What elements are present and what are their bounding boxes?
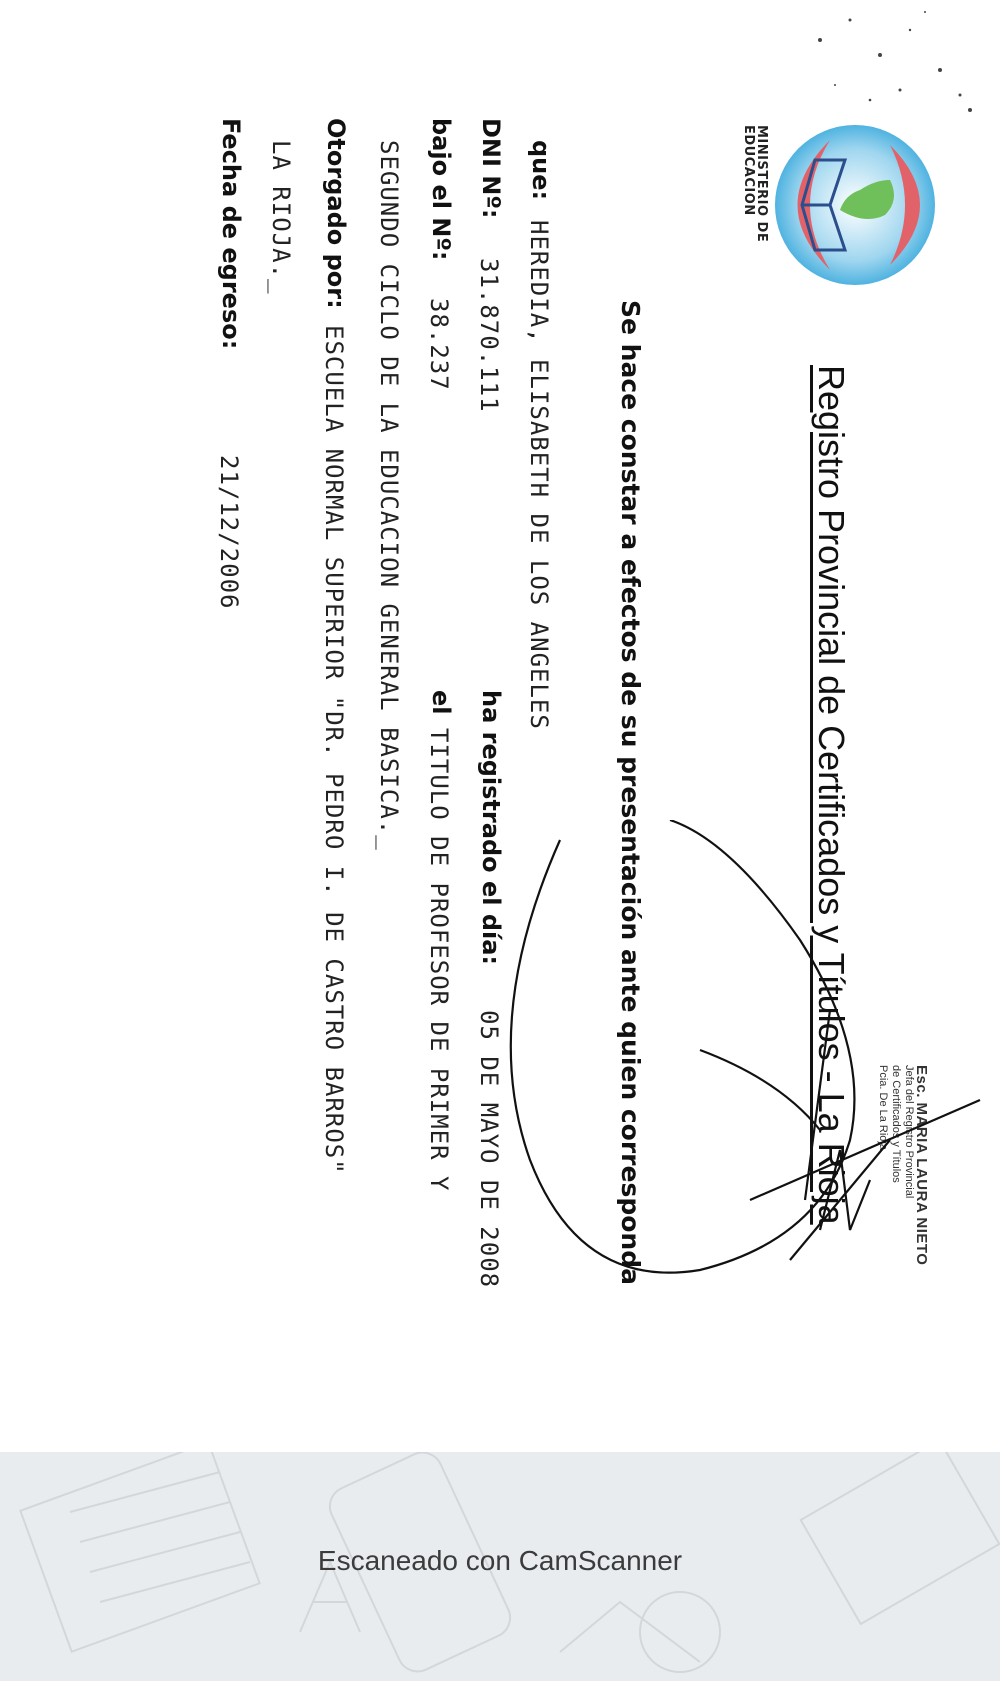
titulo-line1: TITULO DE PROFESOR DE PRIMER Y xyxy=(425,728,453,1192)
otorgado-line2: LA RIOJA._ xyxy=(267,140,295,295)
titulo-line2: SEGUNDO CICLO DE LA EDUCACION GENERAL BASICA._ xyxy=(375,140,403,851)
otorgado-label: Otorgado por: xyxy=(322,118,350,309)
egreso-value: 21/12/2006 xyxy=(215,455,243,610)
registrado-value: 05 DE MAYO DE 2008 xyxy=(475,1010,503,1289)
el-label: el xyxy=(427,690,455,715)
otorgado-line1: ESCUELA NORMAL SUPERIOR "DR. PEDRO I. DE CASTRO BARROS" xyxy=(320,325,348,1175)
dni-value: 31.870.111 xyxy=(475,258,503,413)
bajo-label: bajo el Nº: xyxy=(427,118,455,261)
document-title: Registro Provincial de Certificados y Títulos - La Rioja xyxy=(811,365,852,1225)
signer-role-3: Pcia. De La Rioja xyxy=(877,1065,889,1150)
intro-statement: Se hace constar a efectos de su presentación ante quien corresponda xyxy=(616,300,645,1285)
handwritten-signature xyxy=(500,820,1000,1380)
registrado-label: ha registrado el día: xyxy=(477,690,505,966)
egreso-label: Fecha de egreso: xyxy=(217,118,245,350)
signer-name: Esc. MARIA LAURA NIETO xyxy=(913,1065,930,1266)
camscanner-footer xyxy=(0,1452,1000,1681)
bajo-value: 38.237 xyxy=(425,298,453,391)
dni-label: DNI Nº: xyxy=(477,118,505,219)
signer-role-2: de Certificados y Títulos xyxy=(890,1065,902,1183)
signer-role-1: Jefa del Registro Provincial xyxy=(903,1065,915,1199)
ministry-logo-icon xyxy=(770,120,940,290)
que-label: que: xyxy=(527,140,555,201)
camscanner-label: Escaneado con CamScanner xyxy=(317,1545,683,1576)
que-value: HEREDIA, ELISABETH DE LOS ANGELES xyxy=(525,220,553,730)
ministry-text: MINISTERIO DE EDUCACION xyxy=(741,125,769,243)
